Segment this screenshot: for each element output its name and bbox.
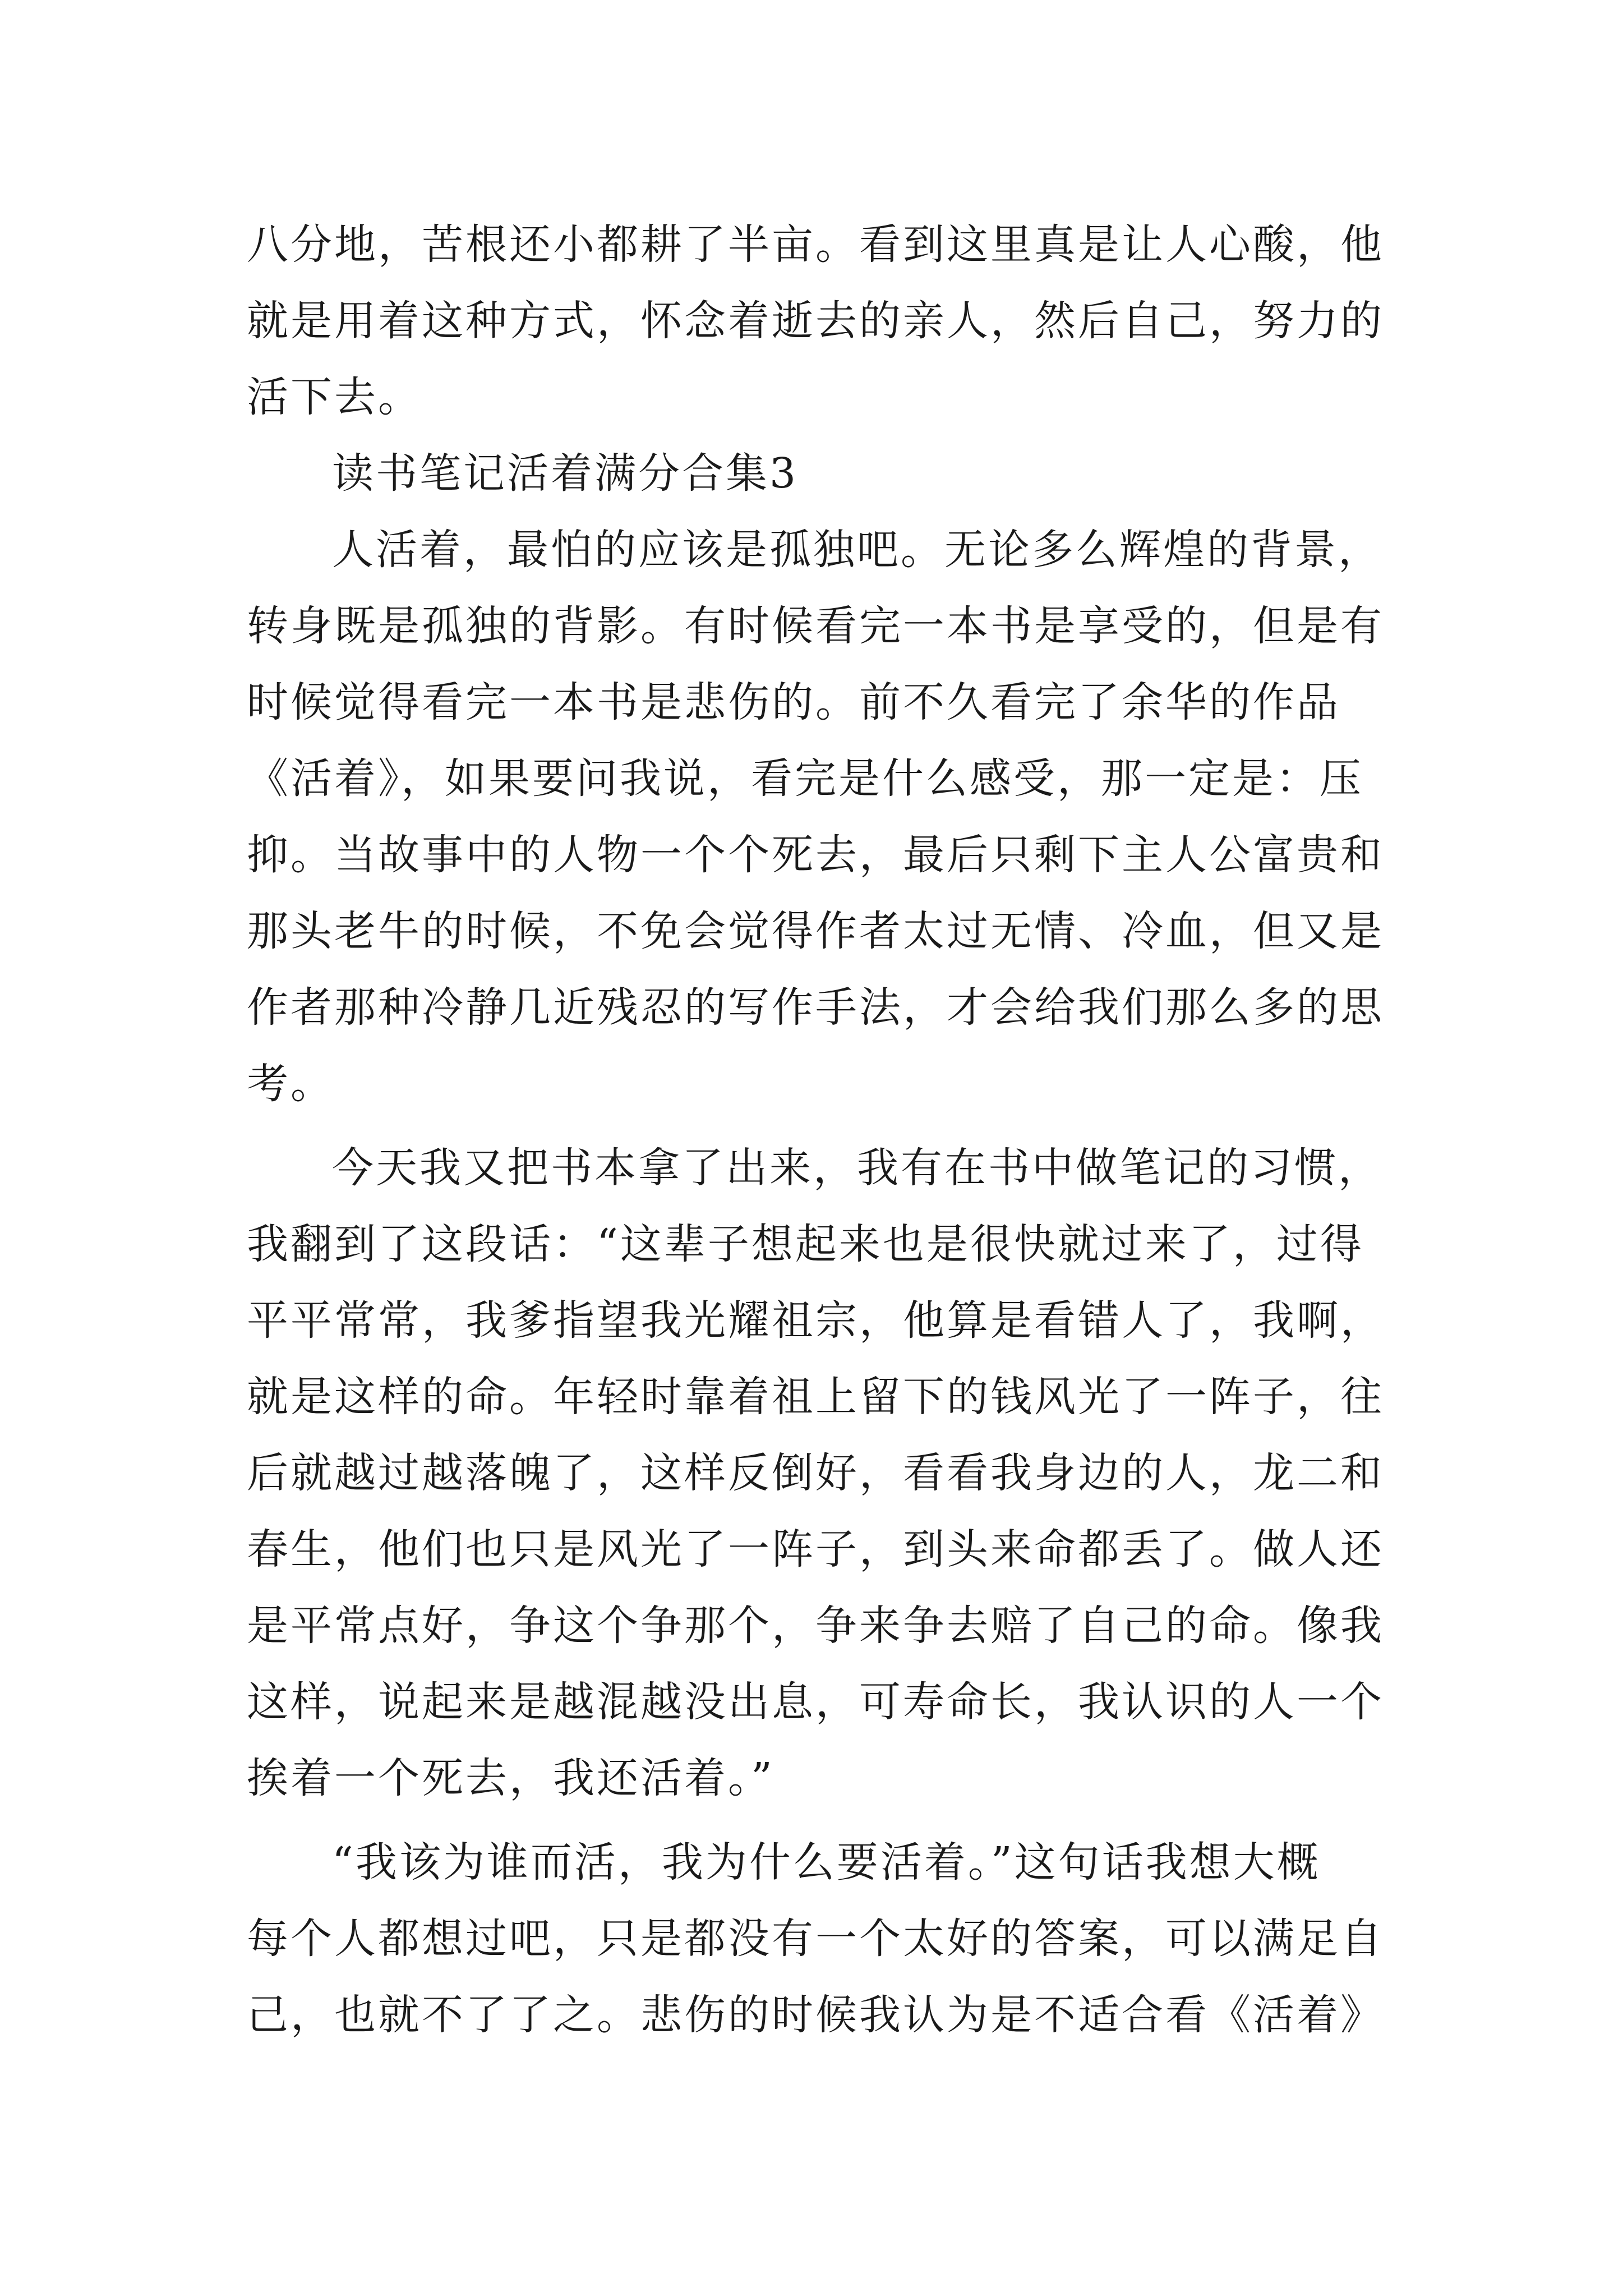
text-line: 这样，说起来是越混越没出息，可寿命长，我认识的人一个	[247, 1678, 1384, 1726]
text-line: 我翻到了这段话：“这辈子想起来也是很快就过来了，过得	[247, 1220, 1364, 1268]
text-line: 春生，他们也只是风光了一阵子，到头来命都丢了。做人还	[247, 1525, 1384, 1573]
text-line: 抑。当故事中的人物一个个死去，最后只剩下主人公富贵和	[247, 831, 1384, 879]
text-line: 时候觉得看完一本书是悲伤的。前不久看完了余华的作品	[247, 678, 1340, 726]
text-line: 作者那种冷静几近残忍的写作手法，才会给我们那么多的思	[247, 983, 1384, 1032]
text-line: 己，也就不了了之。悲伤的时候我认为是不适合看《活着》	[247, 1991, 1384, 2039]
text-line: “我该为谁而活，我为什么要活着。”这句话我想大概	[332, 1838, 1321, 1887]
text-line: 考。	[247, 1060, 334, 1108]
text-line: 人活着，最怕的应该是孤独吧。无论多么辉煌的背景，	[332, 526, 1382, 574]
text-line: 就是这样的命。年轻时靠着祖上留下的钱风光了一阵子，往	[247, 1373, 1384, 1421]
text-line: 后就越过越落魄了，这样反倒好，看看我身边的人，龙二和	[247, 1449, 1384, 1497]
text-line: 转身既是孤独的背影。有时候看完一本书是享受的，但是有	[247, 602, 1384, 650]
text-line: 活下去。	[247, 373, 422, 421]
text-line: 今天我又把书本拿了出来，我有在书中做笔记的习惯，	[332, 1144, 1382, 1192]
text-line: 挨着一个死去，我还活着。”	[247, 1754, 774, 1802]
text-line: 平平常常，我爹指望我光耀祖宗，他算是看错人了，我啊，	[247, 1296, 1384, 1345]
text-line: 那头老牛的时候，不免会觉得作者太过无情、冷血，但又是	[247, 907, 1384, 955]
text-line: 八分地，苦根还小都耕了半亩。看到这里真是让人心酸，他	[247, 220, 1384, 269]
section-heading: 读书笔记活着满分合集3	[332, 449, 799, 498]
text-line: 是平常点好，争这个争那个，争来争去赔了自己的命。像我	[247, 1602, 1384, 1650]
text-line: 就是用着这种方式，怀念着逝去的亲人，然后自己，努力的	[247, 297, 1384, 345]
text-line: 《活着》，如果要问我说，看完是什么感受，那一定是：压	[247, 754, 1363, 803]
text-line: 每个人都想过吧，只是都没有一个太好的答案，可以满足自	[247, 1915, 1384, 1963]
